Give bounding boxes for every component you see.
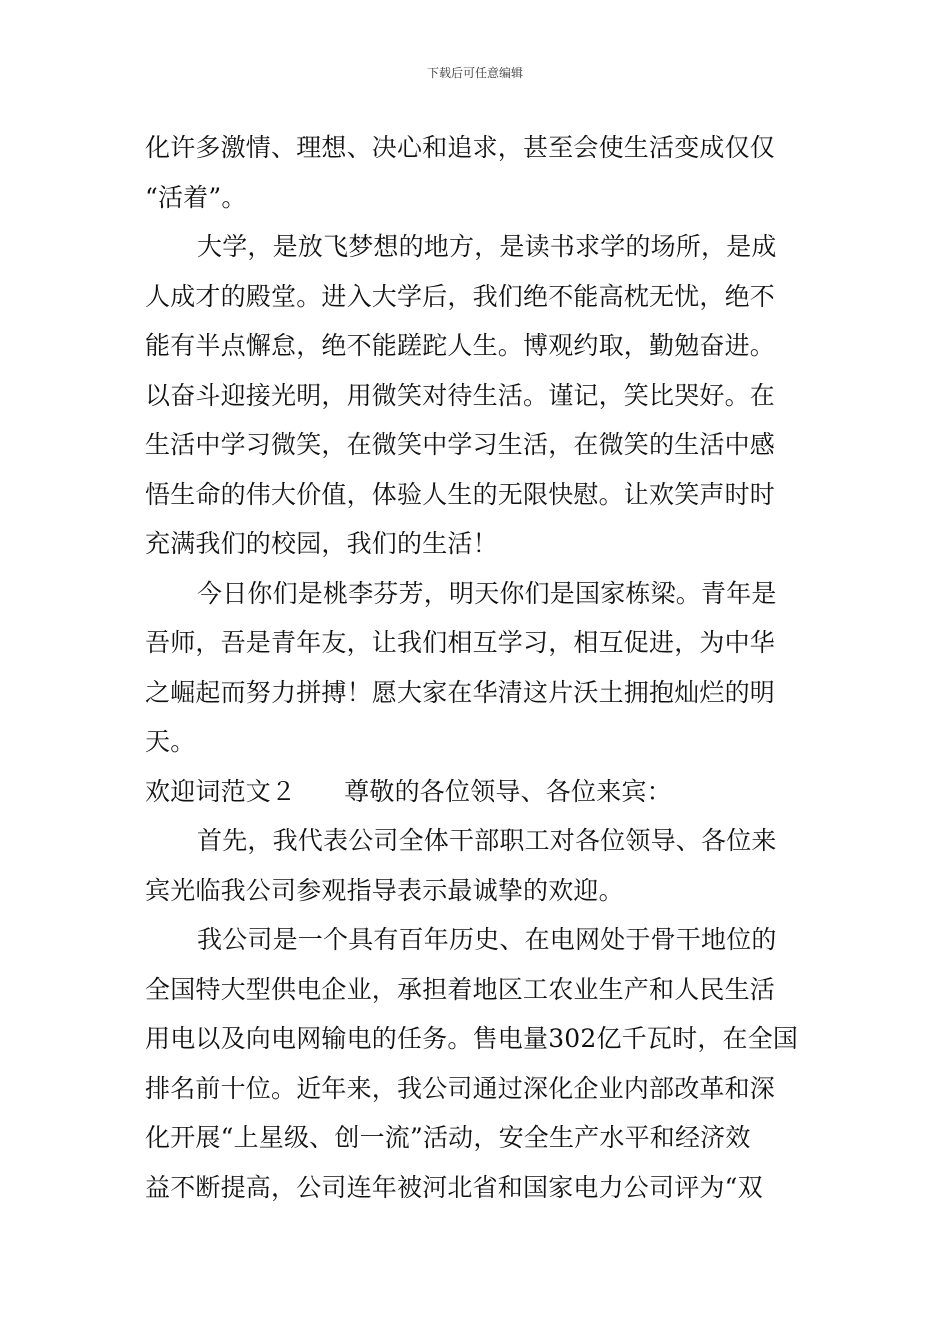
- paragraph-line: 之崛起而努力拼搏！愿大家在华清这片沃土拥抱灿烂的明: [145, 677, 776, 707]
- paragraph-line: 吾师，吾是青年友，让我们相互学习，相互促进，为中华: [145, 628, 776, 657]
- paragraph-line: 生活中学习微笑，在微笑中学习生活，在微笑的生活中感: [145, 430, 776, 459]
- paragraph-line: 充满我们的校园，我们的生活！: [145, 529, 498, 558]
- paragraph-line: 悟生命的伟大价值，体验人生的无限快慰。让欢笑声时时: [145, 479, 776, 509]
- paragraph-line: 大学，是放飞梦想的地方，是读书求学的场所，是成: [197, 232, 777, 261]
- paragraph-line: 今日你们是桃李芬芳，明天你们是国家栋梁。青年是: [197, 578, 777, 608]
- paragraph-line: 用电以及向电网输电的任务。售电量302亿千瓦时，在全国: [145, 1024, 799, 1053]
- paragraph-line: 能有半点懈怠，绝不能蹉跎人生。博观约取，勤勉奋进。: [145, 331, 776, 360]
- paragraph-line: 以奋斗迎接光明，用微笑对待生活。谨记，笑比哭好。在: [145, 380, 776, 410]
- paragraph-line: 首先，我代表公司全体干部职工对各位领导、各位来: [197, 826, 777, 855]
- paragraph-line: 天。: [145, 727, 196, 756]
- paragraph-line: 化开展“上星级、创一流”活动，安全生产水平和经济效: [145, 1123, 751, 1152]
- salutation: 尊敬的各位领导、各位来宾：: [344, 776, 672, 806]
- section-heading: [145, 767, 810, 817]
- section-title: 欢迎词范文２: [145, 776, 297, 806]
- paragraph-line: 全国特大型供电企业，承担着地区工农业生产和人民生活: [145, 974, 776, 1004]
- paragraph-line: 宾光临我公司参观指导表示最诚挚的欢迎。: [145, 875, 624, 905]
- paragraph-line: 化许多激情、理想、决心和追求，甚至会使生活变成仅仅: [145, 133, 776, 162]
- paragraph-line: “活着”。: [145, 182, 247, 212]
- document-body: [145, 123, 810, 1212]
- page-header: 下载后可任意编辑: [426, 66, 523, 80]
- paragraph-line: 我公司是一个具有百年历史、在电网处于骨干地位的: [197, 925, 777, 954]
- paragraph-line: 益不断提高，公司连年被河北省和国家电力公司评为“双: [145, 1172, 763, 1202]
- paragraph-line: 排名前十位。近年来，我公司通过深化企业内部改革和深: [145, 1073, 776, 1103]
- paragraph-line: 人成才的殿堂。进入大学后，我们绝不能高枕无忧，绝不: [145, 281, 776, 311]
